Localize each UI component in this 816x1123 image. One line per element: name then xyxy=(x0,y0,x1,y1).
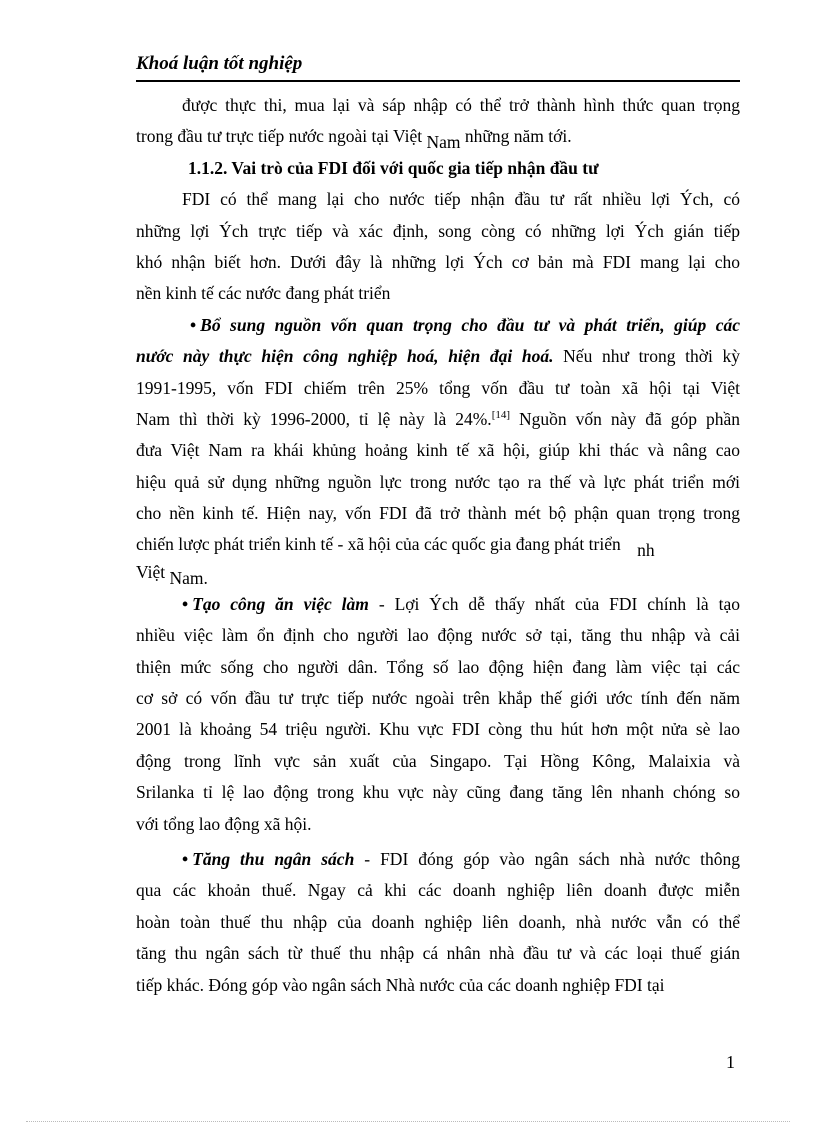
bullet-icon: • xyxy=(190,314,197,335)
header-rule xyxy=(136,80,740,82)
bullet2-line7: Srilanka tỉ lệ lao động trong khu vực này cũng đang tăng lên nhanh chóng so xyxy=(136,782,740,803)
text-segment: chiến lược phát triển kinh tế - xã hội của các quốc gia đang phát triển xyxy=(136,534,626,555)
bullet1-line9 xyxy=(136,561,740,589)
bullet1-line8 xyxy=(136,529,740,560)
text-segment: Nam thì thời kỳ 1996-2000, tỉ lệ này là 24%. xyxy=(136,408,492,429)
bullet1-title: Bổ sung nguồn vốn quan trọng cho đầu tư và phát triển, giúp các xyxy=(200,314,740,335)
bullet3-line2: qua các khoản thuế. Ngay cả khi các doanh nghiệp liên doanh được miễn xyxy=(136,880,740,901)
bullet2-line3: thiện mức sống cho người dân. Tổng số lao động hiện đang làm việc tại các xyxy=(136,656,740,677)
bullet1-line4 xyxy=(136,404,740,435)
bullet1-line7: cho nền kinh tế. Hiện nay, vốn FDI đã trở thành mét bộ phận quan trọng trong xyxy=(136,503,740,524)
page-header xyxy=(136,50,740,78)
bullet1-line5: đưa Việt Nam ra khái khủng hoảng kinh tế xã hội, giúp khi thác và nâng cao xyxy=(136,440,740,461)
header-title: Khoá luận tốt nghiệp xyxy=(136,53,303,74)
bullet2-line4: cơ sở có vốn đầu tư trực tiếp nước ngoài trên khắp thế giới ước tính đến năm xyxy=(136,688,740,709)
bullet3-line5: tiếp khác. Đóng góp vào ngân sách Nhà nước của các doanh nghiệp FDI tại xyxy=(136,974,665,995)
bullet2-line2: nhiều việc làm ổn định cho người lao động nước sở tại, tăng thu nhập và cải xyxy=(136,625,740,646)
page-bottom-rule xyxy=(26,1121,790,1122)
text-segment: những năm tới. xyxy=(460,126,572,147)
text-segment: Nam xyxy=(169,567,204,588)
bullet-icon: • xyxy=(182,848,189,869)
text-segment: nh xyxy=(637,540,655,561)
text-segment: . xyxy=(203,567,208,588)
bullet1-line2 xyxy=(136,341,740,372)
bullet2-title: Tạo công ăn việc làm xyxy=(192,593,369,614)
bullet2-line5: 2001 là khoảng 54 triệu người. Khu vực FDI còng thu hút hơn một nửa sè lao xyxy=(136,719,740,740)
text-segment: Việt xyxy=(136,561,170,582)
bullet1-line3: 1991-1995, vốn FDI chiếm trên 25% tổng vốn đầu tư toàn xã hội tại Việt xyxy=(136,377,740,398)
bullet-icon: • xyxy=(182,593,189,614)
bullet2-line1 xyxy=(136,589,740,620)
text-segment: Nguồn vốn này đã góp phần xyxy=(510,408,740,429)
text-segment: - FDI đóng góp vào ngân sách nhà nước thông xyxy=(354,848,740,869)
section-heading: 1.1.2. Vai trò của FDI đối với quốc gia tiếp nhận đầu tư xyxy=(188,157,599,178)
bullet2-line6: động trong lĩnh vực sản xuất của Singapo. Tại Hồng Kông, Malaixia và xyxy=(136,750,740,771)
text-segment: Nếu như trong thời kỳ xyxy=(553,346,740,367)
paragraph1-line2 xyxy=(136,121,740,152)
bullet3-title: Tăng thu ngân sách xyxy=(192,848,355,869)
bullet2-line8: với tổng lao động xã hội. xyxy=(136,813,312,834)
paragraph1-line1: được thực thi, mua lại và sáp nhập có thể trở thành hình thức quan trọng xyxy=(182,95,740,115)
page-number: 1 xyxy=(726,1052,735,1072)
paragraph2-line1: FDI có thể mang lại cho nước tiếp nhận đầu tư rất nhiều lợi Ých, có xyxy=(182,189,740,210)
text-segment: - Lợi Ých dễ thấy nhất của FDI chính là tạo xyxy=(368,593,741,614)
paragraph2-line4: nền kinh tế các nước đang phát triển xyxy=(136,283,391,304)
bullet1-line1 xyxy=(136,310,740,341)
text-segment: Nam xyxy=(426,132,461,153)
bullet3-line4: tăng thu ngân sách từ thuế thu nhập cá nhân nhà đầu tư và các loại thuế gián xyxy=(136,943,740,964)
bullet1-line6: hiệu quả sử dụng những nguồn lực trong nước tạo ra thế và lực phát triển mới xyxy=(136,471,740,492)
document-body xyxy=(136,90,740,1001)
paragraph2-line3: khó nhận biết hơn. Dưới đây là những lợi Ých cơ bản mà FDI mang lại cho xyxy=(136,251,740,272)
bullet3-line3: hoàn toàn thuế thu nhập của doanh nghiệp liên doanh, nhà nước vẫn có thể xyxy=(136,911,740,932)
citation: [14] xyxy=(491,409,511,422)
paragraph2-line2: những lợi Ých trực tiếp và xác định, song còng có những lợi Ých gián tiếp xyxy=(136,220,740,241)
bullet1-title-cont: nước này thực hiện công nghiệp hoá, hiện đại hoá. xyxy=(136,346,554,367)
bullet3-line1 xyxy=(136,844,740,875)
text-segment: trong đầu tư trực tiếp nước ngoài tại Việt xyxy=(136,126,427,147)
